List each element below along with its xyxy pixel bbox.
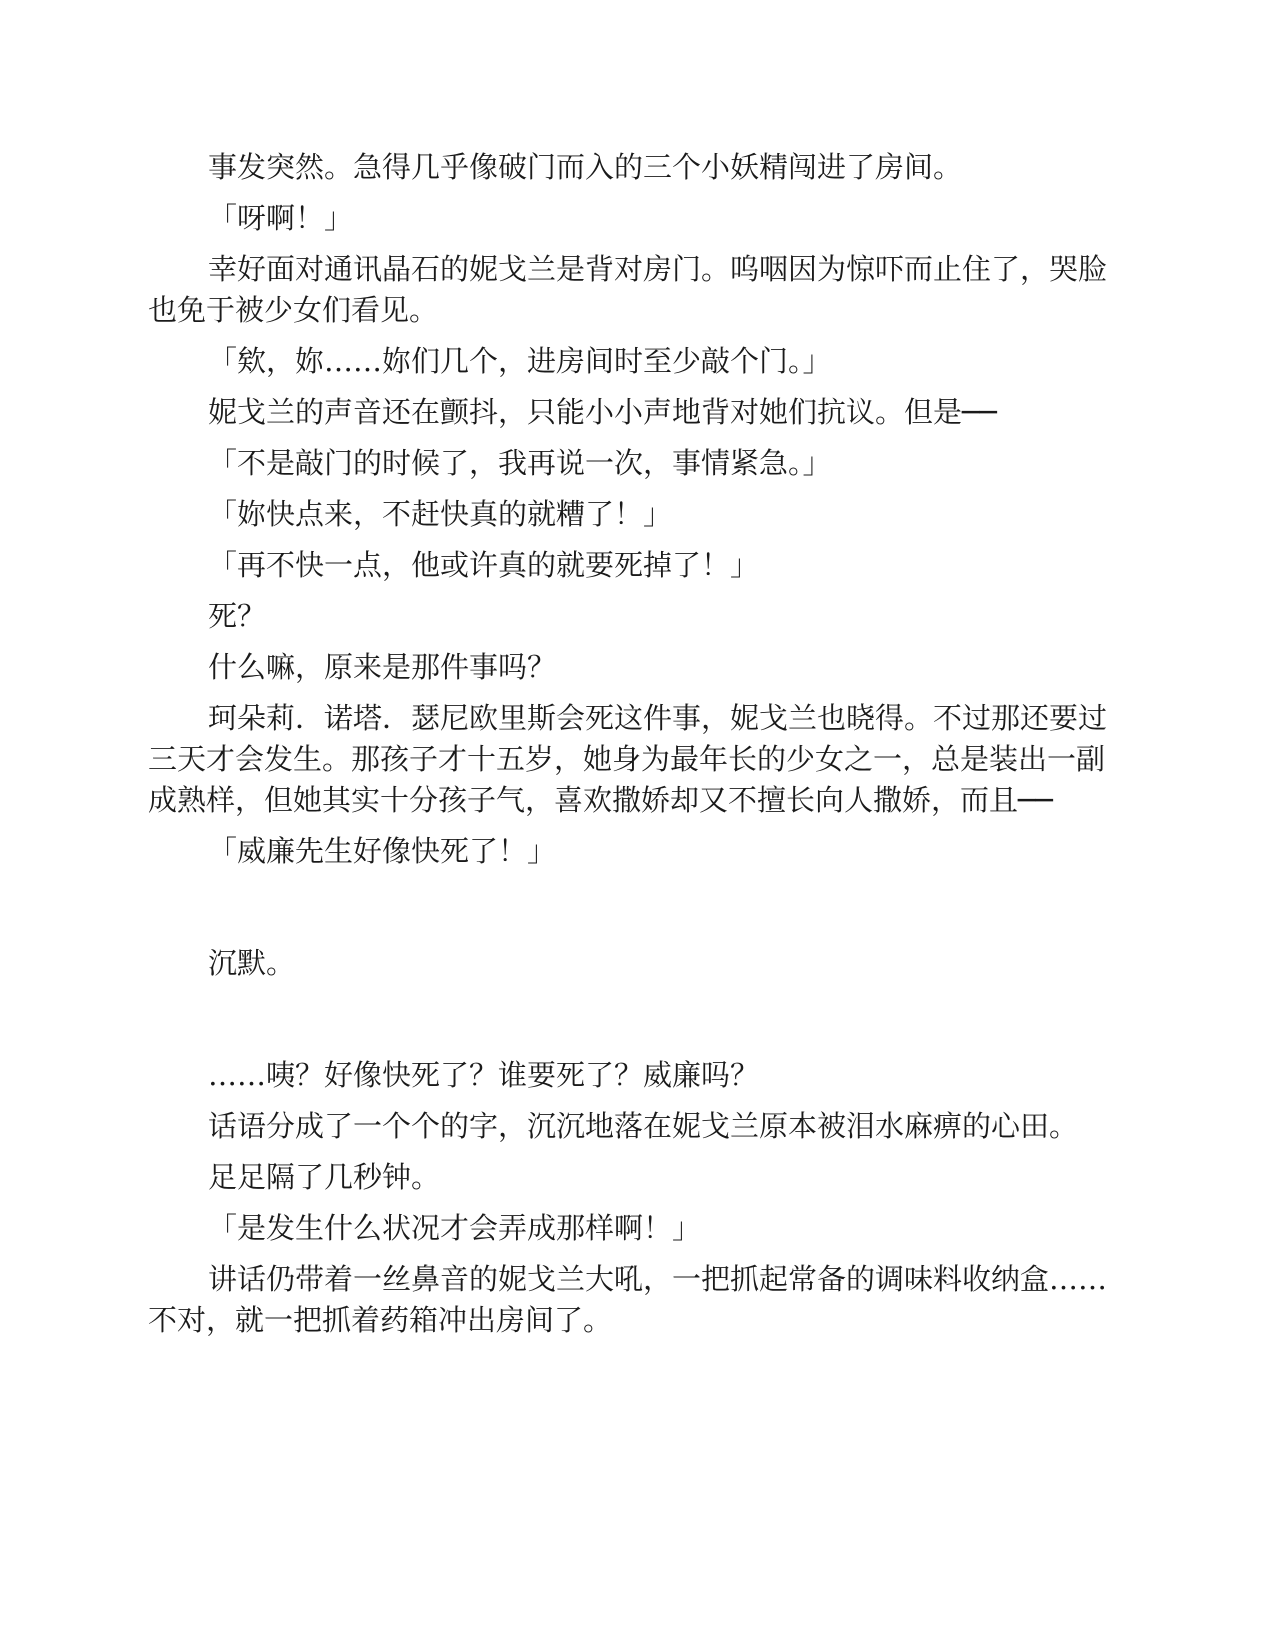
body-text (148, 147, 1128, 1351)
paragraph: 沉默。 (208, 946, 296, 980)
paragraph: 珂朵莉．诺塔．瑟尼欧里斯会死这件事，妮戈兰也晓得。不过那还要过三天才会发生。那孩子才十五岁，她身为最年长的少女之一，总是装出一副成熟样，但她其实十分孩子气，喜欢撒娇却又不擅长向人撒娇，而且── (148, 701, 1108, 817)
paragraph: 「再不快一点，他或许真的就要死掉了！」 (208, 548, 760, 582)
paragraph: 死？ (208, 599, 267, 633)
paragraph: 「欸，妳……妳们几个，进房间时至少敲个门。」 (208, 344, 832, 378)
paragraph: 幸好面对通讯晶石的妮戈兰是背对房门。呜咽因为惊吓而止住了，哭脸也免于被少女们看见。 (148, 252, 1108, 327)
paragraph: 「是发生什么状况才会弄成那样啊！」 (208, 1211, 702, 1245)
paragraph: 话语分成了一个个的字，沉沉地落在妮戈兰原本被泪水麻痹的心田。 (208, 1109, 1079, 1143)
paragraph: 「威廉先生好像快死了！」 (208, 834, 557, 868)
scene-break (148, 882, 1128, 943)
paragraph: ……咦？好像快死了？谁要死了？威廉吗？ (208, 1058, 760, 1092)
paragraph: 事发突然。急得几乎像破门而入的三个小妖精闯进了房间。 (208, 150, 963, 184)
paragraph: 「呀啊！」 (208, 201, 354, 235)
paragraph: 讲话仍带着一丝鼻音的妮戈兰大吼，一把抓起常备的调味料收纳盒……不对，就一把抓着药箱冲出房间了。 (148, 1262, 1108, 1337)
scene-break (148, 994, 1128, 1055)
paragraph: 什么嘛，原来是那件事吗？ (208, 650, 557, 684)
paragraph: 「不是敲门的时候了，我再说一次，事情紧急。」 (208, 446, 832, 480)
paragraph: 「妳快点来，不赶快真的就糟了！」 (208, 497, 673, 531)
paragraph: 足足隔了几秒钟。 (208, 1160, 441, 1194)
paragraph: 妮戈兰的声音还在颤抖，只能小小声地背对她们抗议。但是── (208, 395, 997, 429)
